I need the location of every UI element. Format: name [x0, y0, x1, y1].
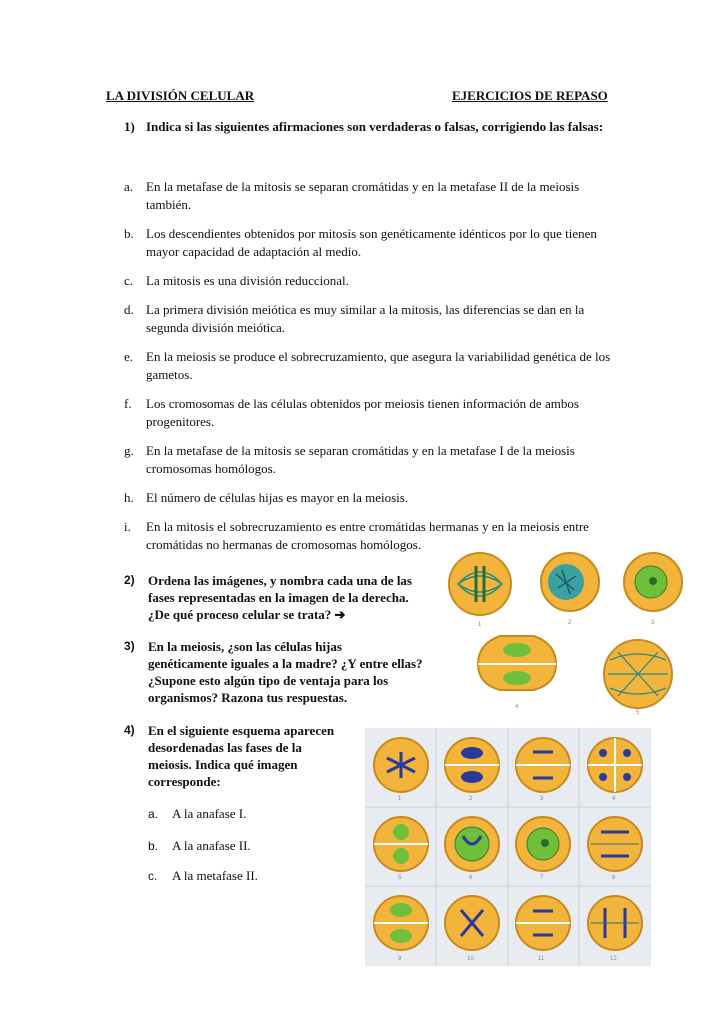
page-subtitle: EJERCICIOS DE REPASO [452, 88, 608, 103]
figure-label: 4 [612, 796, 616, 802]
item-text: El número de células hijas es mayor en la meiosis. [146, 490, 409, 505]
figure-label: 4 [515, 704, 519, 710]
figure-label: 8 [612, 875, 616, 881]
question-line: fases representadas en la imagen de la derecha. [148, 590, 409, 605]
mitosis-cell-5 [604, 640, 672, 716]
item-marker: e. [124, 349, 134, 364]
item-text: La mitosis es una división reduccional. [146, 273, 349, 288]
item-text: A la anafase II. [172, 838, 251, 853]
question-line: corresponde: [148, 774, 221, 789]
question-line: ¿De qué proceso celular se trata? ➔ [148, 607, 346, 622]
item-text: A la anafase I. [172, 806, 247, 821]
item-text: En la metafase de la mitosis se separan cromátidas y en la metafase II de la meiosis también. [146, 179, 580, 212]
question-4 [124, 722, 334, 790]
meiosis-cell-5 [374, 817, 428, 881]
item-text: En la meiosis se produce el sobrecruzamiento, que asegura la variabilidad genética de los gametos. [146, 349, 611, 382]
item-marker: g. [124, 443, 134, 458]
figure-label: 5 [398, 875, 402, 881]
statement-item [124, 301, 614, 337]
question-line: desordenadas las fases de la [148, 740, 302, 755]
statement-item [124, 395, 614, 431]
meiosis-cell-3 [516, 738, 570, 802]
question-line: ¿Supone esto algún tipo de ventaja para los [148, 673, 389, 688]
figure-label: 10 [467, 956, 474, 962]
mitosis-figure [448, 548, 698, 716]
item-marker: b. [148, 839, 159, 853]
item-text: Los cromosomas de las células obtenidos por meiosis tienen información de ambos progenitores. [146, 396, 579, 429]
figure-label: 11 [538, 956, 545, 962]
page-title: LA DIVISIÓN CELULAR [106, 88, 255, 103]
meiosis-figure [365, 728, 651, 966]
statement-item [124, 178, 614, 214]
question-number: 3) [124, 639, 135, 653]
item-text: En la mitosis el sobrecruzamiento es entre cromátidas hermanas y en la meiosis entre cromátidas no hermanas de cromosomas homólogos. [146, 519, 589, 552]
item-marker: a. [124, 179, 134, 194]
meiosis-cell-1 [374, 738, 428, 802]
question-line: genéticamente iguales a la madre? ¿Y entre ellas? [148, 656, 423, 671]
figure-label: 6 [469, 875, 473, 881]
question-text: Indica si las siguientes afirmaciones son verdaderas o falsas, corrigiendo las falsas: [146, 119, 604, 134]
meiosis-cell-9 [374, 896, 428, 962]
meiosis-cell-2 [445, 738, 499, 802]
question-line: En el siguiente esquema aparecen [148, 723, 335, 738]
question-number: 1) [124, 119, 135, 134]
meiosis-cell-4 [588, 738, 642, 802]
meiosis-cell-12 [588, 896, 642, 962]
sub-item [148, 868, 258, 884]
figure-label: 9 [398, 956, 402, 962]
question-3 [124, 638, 423, 706]
meiosis-grid [365, 728, 651, 966]
item-text: En la metafase de la mitosis se separan cromátidas y en la metafase I de la meiosis cromosomas homólogos. [146, 443, 575, 476]
mitosis-cell-4 [478, 636, 556, 710]
mitosis-cell-3 [624, 553, 682, 626]
question-number: 2) [124, 573, 135, 587]
question-number: 4) [124, 723, 135, 737]
item-text: La primera división meiótica es muy similar a la mitosis, las diferencias se dan en la segunda división meiótica. [146, 302, 585, 335]
figure-label: 1 [478, 622, 482, 628]
item-marker: a. [148, 807, 159, 821]
statement-list [124, 178, 614, 565]
statement-item [124, 489, 614, 507]
sub-item [148, 806, 246, 822]
statement-item [124, 272, 614, 290]
item-text: Los descendientes obtenidos por mitosis son genéticamente idénticos por lo que tienen mayor capacidad de adaptación al medio. [146, 226, 597, 259]
figure-label: 3 [540, 796, 544, 802]
statement-item [124, 225, 614, 261]
item-marker: f. [124, 396, 132, 411]
statement-item [124, 442, 614, 478]
statement-item [124, 348, 614, 384]
figure-label: 7 [540, 875, 544, 881]
sub-item [148, 838, 251, 854]
figure-label: 3 [651, 620, 655, 626]
question-line: En la meiosis, ¿son las células hijas [148, 639, 342, 654]
mitosis-cell-2 [541, 553, 599, 626]
item-text: A la metafase II. [172, 868, 258, 883]
meiosis-cell-6 [445, 817, 499, 881]
item-marker: c. [124, 273, 134, 288]
figure-label: 12 [610, 956, 617, 962]
meiosis-cell-10 [445, 896, 499, 962]
mitosis-cell-1 [449, 553, 511, 628]
meiosis-cell-11 [516, 896, 570, 962]
item-marker: c. [148, 869, 158, 883]
question-line: Ordena las imágenes, y nombra cada una de las [148, 573, 412, 588]
question-line: organismos? Razona tus respuestas. [148, 690, 348, 705]
figure-label: 2 [469, 796, 473, 802]
question-2 [124, 572, 412, 623]
figure-label: 2 [568, 620, 572, 626]
item-marker: d. [124, 302, 134, 317]
meiosis-cell-7 [516, 817, 570, 881]
item-marker: i. [124, 519, 131, 534]
item-marker: h. [124, 490, 134, 505]
figure-label: 1 [398, 796, 402, 802]
question-line: meiosis. Indica qué imagen [148, 757, 298, 772]
figure-label: 5 [636, 710, 640, 716]
meiosis-cell-8 [588, 817, 642, 881]
item-marker: b. [124, 226, 134, 241]
